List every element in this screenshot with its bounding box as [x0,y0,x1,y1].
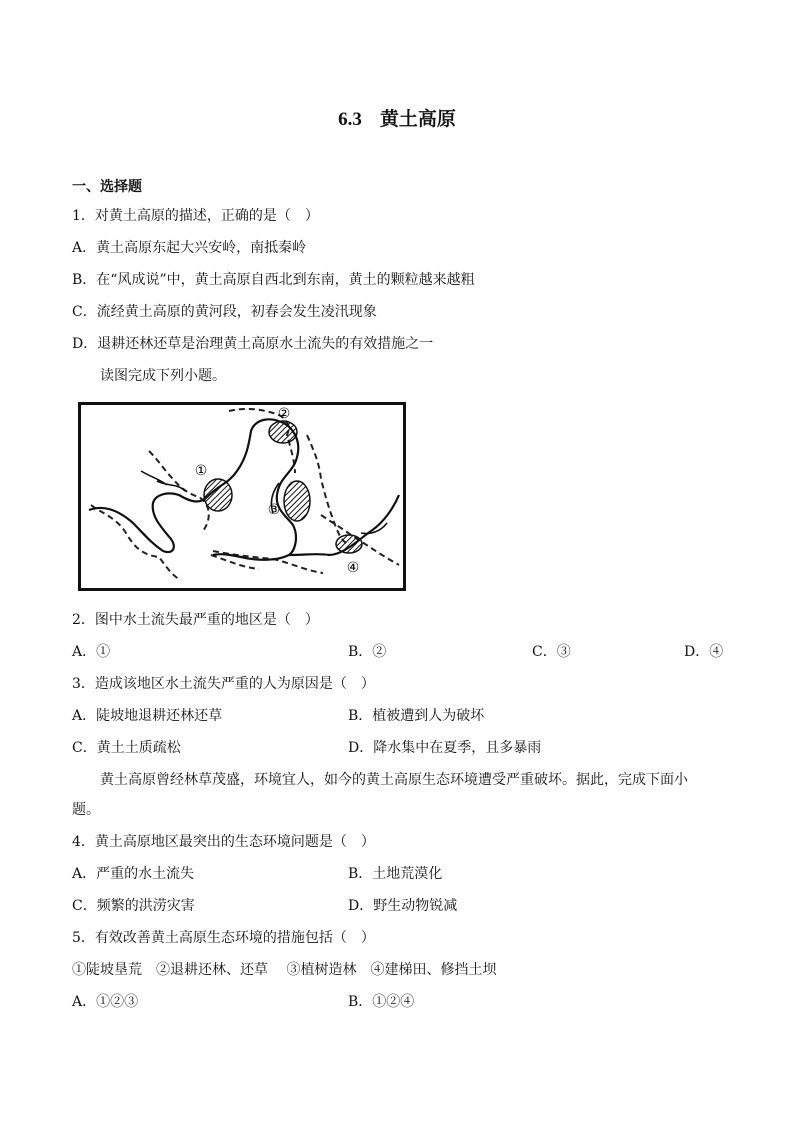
question-3-option-d: D．降水集中在夏季，且多暴雨 [348,740,542,756]
question-3-option-c: C．黄土土质疏松 [72,740,181,756]
map-drawing [81,405,403,588]
question-4-option-c: C．频繁的洪涝灾害 [72,898,195,914]
question-5-stem: 5．有效改善黄土高原生态环境的措施包括（ ） [72,930,375,946]
label-4: ④ [346,560,360,576]
question-2-option-a: A．① [72,644,111,660]
question-2-option-b: B．② [348,644,387,660]
question-3-option-b: B．植被遭到人为破坏 [348,708,485,724]
page-title [0,104,794,131]
map-intro: 读图完成下列小题。 [100,368,226,384]
region-3 [284,481,310,521]
tributary [141,471,387,534]
question-1-stem: 1．对黄土高原的描述，正确的是（ ） [72,208,319,224]
question-1-option-a: A．黄土高原东起大兴安岭，南抵秦岭 [72,240,307,256]
region-4 [336,535,362,553]
label-3: ③ [267,502,281,518]
region-1 [204,479,232,511]
question-4-stem: 4．黄土高原地区最突出的生态环境问题是（ ） [72,834,375,850]
question-3-option-a: A．陡坡地退耕还林还草 [72,708,223,724]
question-4-option-b: B．土地荒漠化 [348,866,443,882]
question-2-stem: 2．图中水土流失最严重的地区是（ ） [72,612,319,628]
question-5-items: ①陡坡垦荒 ②退耕还林、还草 ③植树造林 ④建梯田、修挡土坝 [72,962,497,978]
label-1: ① [194,463,208,479]
question-5-option-b: B．①②④ [348,994,415,1010]
region-2 [269,421,297,443]
plateau-boundary [91,409,399,580]
question-3-stem: 3．造成该地区水土流失严重的人为原因是（ ） [72,676,375,692]
question-5-option-a: A．①②③ [72,994,139,1010]
question-1-option-c: C．流经黄土高原的黄河段，初春会发生凌汛现象 [72,304,377,320]
question-4-option-d: D．野生动物锐减 [348,898,458,914]
yellow-river-map [78,402,406,591]
question-1-option-b: B．在“风成说”中，黄土高原自西北到东南，黄土的颗粒越来越粗 [72,272,475,288]
passage-line-1: 黄土高原曾经林草茂盛，环境宜人，如今的黄土高原生态环境遭受严重破坏。据此，完成下面小 [100,772,688,788]
question-1-option-d: D．退耕还林还草是治理黄土高原水土流失的有效措施之一 [72,336,434,352]
label-2: ② [277,406,291,422]
section-number: 6.3 [338,109,362,130]
section-heading: 一、选择题 [72,179,142,195]
question-4-option-a: A．严重的水土流失 [72,866,195,882]
passage-line-2: 题。 [72,802,100,818]
title-text: 黄土高原 [379,108,456,130]
question-2-option-c: C．③ [532,644,571,660]
question-2-option-d: D．④ [684,644,724,660]
